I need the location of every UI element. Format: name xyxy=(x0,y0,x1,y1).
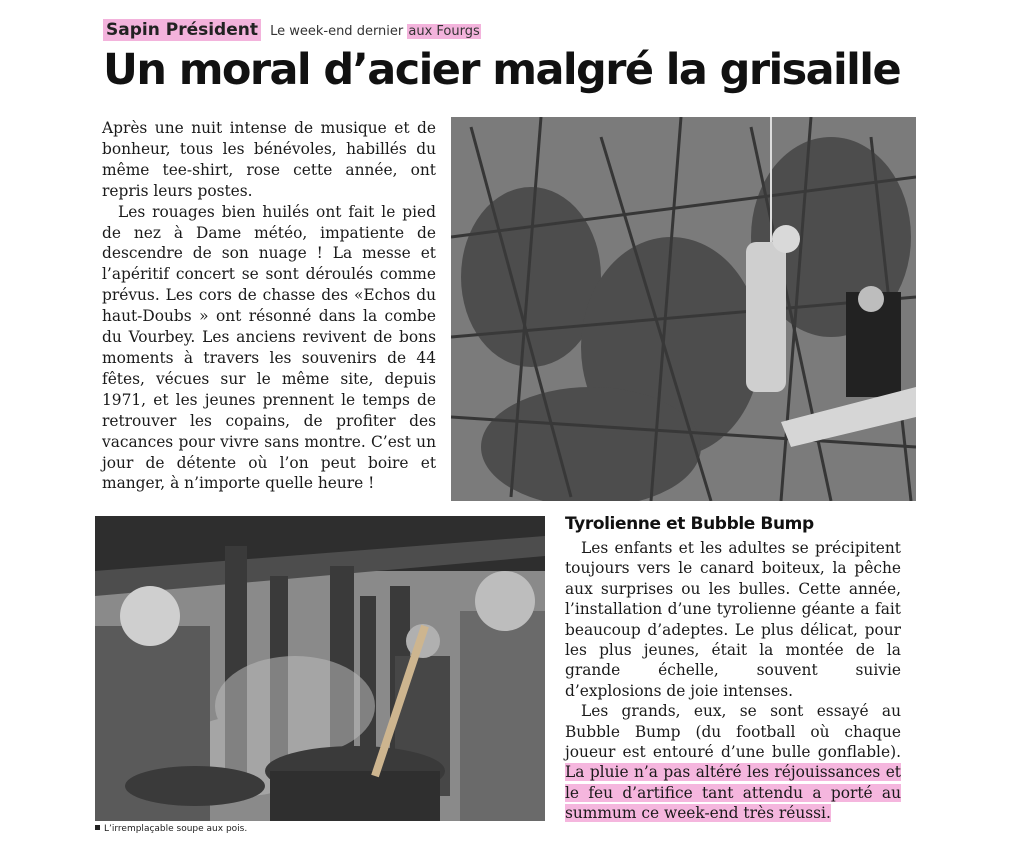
rubric-label: Sapin Président xyxy=(103,19,261,41)
highlighted-conclusion: La pluie n’a pas altéré les réjouissances et le feu d’artifice tant attendu a porté au summum ce week-end très réussi. xyxy=(565,763,901,823)
left-column xyxy=(102,118,436,494)
caption-text: L’irremplaçable soupe aux pois. xyxy=(104,824,248,834)
paragraph-2: Les rouages bien huilés ont fait le pied de nez à Dame météo, impatiente de descendre de son nuage ! La messe et l’apéritif concert se sont déroulés comme prévus. Les cors de chasse des «Echos du haut-Doubs » ont résonné dans la combe du Vourbey. Les anciens revivent de bons moments à travers les souvenirs de 44 fêtes, vécues sur le même site, depuis 1971, et les jeunes prennent le temps de retrouver les copains, de profiter des vacances pour vivre sans montre. C’est un jour de détente où l’on peut boire et manger, à n’importe quelle heure ! xyxy=(102,202,436,493)
right-column xyxy=(565,514,901,824)
right-paragraph-1: Les enfants et les adultes se précipitent toujours vers le canard boiteux, la pêche aux surprises ou les bulles. Cette année, l’installation d’une tyrolienne géante a fait beaucoup d’adeptes. Le plus délicat, pour les plus jeunes, était la montée de la grande échelle, souvent suivie d’explosions de joie intenses. xyxy=(565,539,901,700)
soup-photo xyxy=(95,516,545,821)
paragraph-1: Après une nuit intense de musique et de bonheur, tous les bénévoles, habillés du même tee-shirt, rose cette année, ont repris leurs postes. xyxy=(102,119,436,200)
article-headline: Un moral d’acier malgré la grisaille xyxy=(103,45,901,95)
kicker-prefix: Le week-end dernier xyxy=(270,24,408,39)
caption-bullet xyxy=(95,825,100,830)
section-subhead: Tyrolienne et Bubble Bump xyxy=(565,514,814,534)
zipline-photo xyxy=(451,117,916,501)
kicker-text xyxy=(270,24,481,39)
right-paragraph-2 xyxy=(565,701,901,823)
right-paragraph-2-plain: Les grands, eux, se sont essayé au Bubble Bump (du football où chaque joueur est entouré d’une bulle gonflable). xyxy=(565,702,901,762)
photo-caption xyxy=(95,824,247,834)
article-kicker xyxy=(103,20,481,42)
kicker-location: aux Fourgs xyxy=(408,24,480,39)
